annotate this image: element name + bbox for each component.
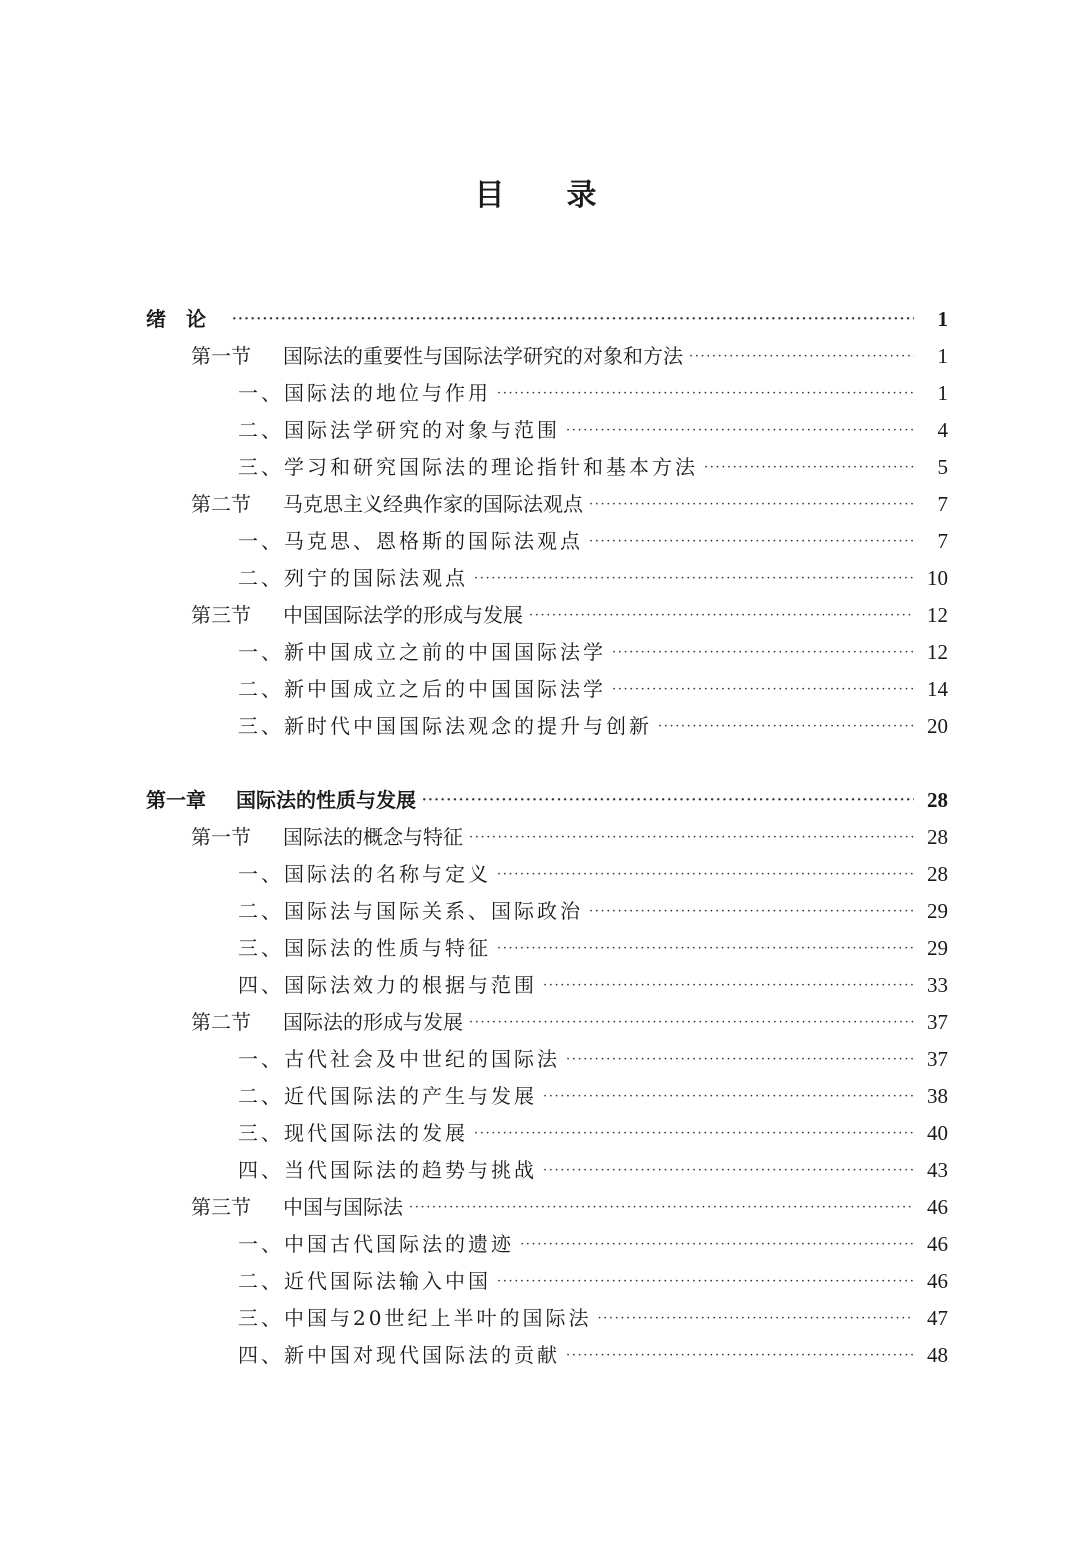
toc-entry-number: 第三节: [191, 603, 251, 627]
toc-entry-title: 古代社会及中世纪的国际法: [284, 1047, 560, 1071]
toc-entry-page-number: 14: [927, 677, 948, 701]
toc-entry-title: 列宁的国际法观点: [284, 566, 468, 590]
toc-entry-label: [238, 634, 606, 671]
toc-entry-page-number: 7: [937, 529, 948, 553]
toc-entry[interactable]: [238, 375, 948, 412]
toc-entry-label: [238, 1152, 537, 1189]
toc-entry-page-number: 43: [927, 1158, 948, 1182]
toc-entry-number: 一、: [238, 381, 284, 405]
toc-entry[interactable]: [238, 671, 948, 708]
toc-entry-label: [191, 486, 583, 523]
toc-entry[interactable]: [238, 708, 948, 745]
dot-leader: [529, 597, 914, 634]
toc-entry-label: [238, 930, 491, 967]
toc-entry-title: 新中国成立之前的中国国际法学: [284, 640, 606, 664]
dot-leader: [232, 301, 914, 338]
toc-entry-title: 中国国际法学的形成与发展: [283, 603, 523, 627]
toc-entry[interactable]: [238, 634, 948, 671]
toc-entry-label: [238, 1226, 514, 1263]
toc-entry-title: 近代国际法的产生与发展: [284, 1084, 537, 1108]
toc-entry[interactable]: [238, 1152, 948, 1189]
toc-entry-page-number: 29: [927, 936, 948, 960]
toc-entry-number: 二、: [238, 418, 284, 442]
toc-entry-page-number: 46: [927, 1232, 948, 1256]
dot-leader: [612, 671, 914, 708]
toc-entry[interactable]: [146, 301, 948, 338]
toc-entry-page-number: 46: [927, 1269, 948, 1293]
toc-entry-title: 国际法的地位与作用: [284, 381, 491, 405]
dot-leader: [409, 1189, 914, 1226]
dot-leader: [589, 893, 914, 930]
toc-entry-number: 绪论: [146, 307, 226, 331]
toc-entry-page-number: 33: [927, 973, 948, 997]
toc-entry[interactable]: [238, 1337, 948, 1374]
toc-entry-number: 第二节: [191, 492, 251, 516]
toc-entry-number: 二、: [238, 899, 284, 923]
toc-entry-page-number: 1: [937, 381, 948, 405]
toc-entry-title: 国际法的形成与发展: [283, 1010, 463, 1034]
toc-entry-page-number: 46: [927, 1195, 948, 1219]
toc-entry-number: 三、: [238, 455, 284, 479]
toc-entry-label: [238, 412, 560, 449]
dot-leader: [474, 1115, 914, 1152]
toc-entry-number: 一、: [238, 1047, 284, 1071]
dot-leader: [566, 1337, 914, 1374]
toc-entry-number: 第一节: [191, 825, 251, 849]
toc-entry-title: 新中国对现代国际法的贡献: [284, 1343, 560, 1367]
toc-entry-title: 新时代中国国际法观念的提升与创新: [284, 714, 652, 738]
dot-leader: [422, 782, 914, 819]
toc-entry-label: [238, 856, 491, 893]
dot-leader: [658, 708, 914, 745]
toc-entry-number: 三、: [238, 1306, 284, 1330]
toc-entry-title: 中国古代国际法的遗迹: [284, 1232, 514, 1256]
toc-entry-label: [238, 1115, 468, 1152]
page-title: [0, 172, 1071, 220]
dot-leader: [704, 449, 914, 486]
toc-entry[interactable]: [238, 1226, 948, 1263]
toc-entry-label: [146, 301, 226, 338]
toc-entry-label: [238, 1078, 537, 1115]
toc-entry[interactable]: [238, 967, 948, 1004]
toc-entry[interactable]: [146, 782, 948, 819]
toc-entry-number: 一、: [238, 862, 284, 886]
toc-entry-number: 三、: [238, 714, 284, 738]
toc-entry-number: 第三节: [191, 1195, 251, 1219]
toc-entry[interactable]: [191, 1004, 948, 1041]
toc-entry[interactable]: [238, 893, 948, 930]
toc-entry-label: [238, 1337, 560, 1374]
toc-entry-page-number: 10: [927, 566, 948, 590]
toc-entry[interactable]: [238, 856, 948, 893]
toc-entry-title: 国际法学研究的对象与范围: [284, 418, 560, 442]
toc-entry[interactable]: [238, 1263, 948, 1300]
toc-entry[interactable]: [238, 1115, 948, 1152]
dot-leader: [566, 1041, 914, 1078]
toc-entry-page-number: 48: [927, 1343, 948, 1367]
toc-entry[interactable]: [191, 338, 948, 375]
dot-leader: [497, 930, 914, 967]
toc-entry-title: 国际法的性质与发展: [236, 788, 416, 812]
toc-entry-title: 近代国际法输入中国: [284, 1269, 491, 1293]
toc-entry[interactable]: [191, 597, 948, 634]
dot-leader: [597, 1300, 914, 1337]
toc-entry-page-number: 12: [927, 640, 948, 664]
toc-entry[interactable]: [238, 523, 948, 560]
dot-leader: [469, 1004, 914, 1041]
dot-leader: [566, 412, 914, 449]
toc-entry-title: 中国与国际法: [283, 1195, 403, 1219]
toc-entry-page-number: 28: [927, 788, 948, 812]
toc-entry-page-number: 1: [937, 344, 948, 368]
toc-entry-number: 二、: [238, 677, 284, 701]
toc-entry-label: [238, 893, 583, 930]
toc-entry-page-number: 12: [927, 603, 948, 627]
toc-entry-label: [191, 1189, 403, 1226]
toc-entry-title: 国际法与国际关系、国际政治: [284, 899, 583, 923]
toc-entry-number: 四、: [238, 973, 284, 997]
toc-entry-number: 一、: [238, 529, 284, 553]
toc-entry-page-number: 38: [927, 1084, 948, 1108]
toc-entry-label: [238, 1041, 560, 1078]
toc-entry[interactable]: [191, 819, 948, 856]
toc-entry-title: 马克思、恩格斯的国际法观点: [284, 529, 583, 553]
toc-entry-label: [238, 560, 468, 597]
toc-entry[interactable]: [238, 1041, 948, 1078]
toc-entry-label: [238, 967, 537, 1004]
toc-entry-label: [238, 1300, 591, 1337]
toc-entry-number: 三、: [238, 1121, 284, 1145]
dot-leader: [543, 1152, 914, 1189]
toc-entry-title: 国际法的性质与特征: [284, 936, 491, 960]
toc-entry-label: [191, 1004, 463, 1041]
toc-entry-page-number: 1: [937, 307, 948, 331]
toc-entry[interactable]: [238, 449, 948, 486]
dot-leader: [589, 523, 914, 560]
toc-entry-page-number: 37: [927, 1047, 948, 1071]
toc-entry-number: 四、: [238, 1158, 284, 1182]
toc-entry-number: 第二节: [191, 1010, 251, 1034]
toc-entry[interactable]: [191, 486, 948, 523]
dot-leader: [689, 338, 914, 375]
toc-entry-label: [238, 708, 652, 745]
toc-entry-label: [191, 819, 463, 856]
toc-entry-page-number: 37: [927, 1010, 948, 1034]
toc-entry-title: 当代国际法的趋势与挑战: [284, 1158, 537, 1182]
toc-entry-page-number: 5: [937, 455, 948, 479]
dot-leader: [543, 1078, 914, 1115]
toc-entry-label: [191, 597, 523, 634]
toc-entry[interactable]: [238, 412, 948, 449]
toc-entry-number: 二、: [238, 1084, 284, 1108]
toc-entry-page-number: 29: [927, 899, 948, 923]
toc-entry-number: 第一节: [191, 344, 251, 368]
dot-leader: [612, 634, 914, 671]
toc-entry[interactable]: [238, 560, 948, 597]
toc-entry-page-number: 20: [927, 714, 948, 738]
dot-leader: [520, 1226, 914, 1263]
toc-entry-title: 马克思主义经典作家的国际法观点: [283, 492, 583, 516]
toc-entry-label: [191, 338, 683, 375]
toc-entry-title: 中国与20世纪上半叶的国际法: [284, 1306, 592, 1330]
dot-leader: [543, 967, 914, 1004]
toc-entry-label: [238, 523, 583, 560]
toc-entry-label: [146, 782, 416, 819]
toc-entry-title: 国际法的名称与定义: [284, 862, 491, 886]
dot-leader: [474, 560, 914, 597]
toc-entry-label: [238, 449, 698, 486]
toc-entry[interactable]: [238, 1078, 948, 1115]
toc-entry-number: 一、: [238, 640, 284, 664]
toc-entry-label: [238, 1263, 491, 1300]
toc-entry-page-number: 47: [927, 1306, 948, 1330]
toc-entry-page-number: 7: [937, 492, 948, 516]
toc-entry[interactable]: [238, 1300, 948, 1337]
dot-leader: [469, 819, 914, 856]
dot-leader: [589, 486, 914, 523]
toc-entry-title: 国际法效力的根据与范围: [284, 973, 537, 997]
toc-entry-page-number: 28: [927, 862, 948, 886]
toc-entry-page-number: 4: [937, 418, 948, 442]
toc-entry-title: 新中国成立之后的中国国际法学: [284, 677, 606, 701]
toc-entry-number: 三、: [238, 936, 284, 960]
toc-entry-number: 第一章: [146, 788, 206, 812]
toc-entry-number: 四、: [238, 1343, 284, 1367]
toc-entry-title: 国际法的概念与特征: [283, 825, 463, 849]
toc-entry-page-number: 40: [927, 1121, 948, 1145]
toc-entry[interactable]: [191, 1189, 948, 1226]
toc-entry-number: 一、: [238, 1232, 284, 1256]
toc-entry-label: [238, 375, 491, 412]
title-char: 目: [474, 178, 505, 214]
toc-entry-title: 学习和研究国际法的理论指针和基本方法: [284, 455, 698, 479]
title-char: 录: [566, 178, 597, 214]
dot-leader: [497, 375, 914, 412]
toc-entry-page-number: 28: [927, 825, 948, 849]
dot-leader: [497, 1263, 914, 1300]
toc-entry-label: [238, 671, 606, 708]
toc-entry-title: 现代国际法的发展: [284, 1121, 468, 1145]
toc-entry-number: 二、: [238, 566, 284, 590]
toc-entry[interactable]: [238, 930, 948, 967]
toc-entry-number: 二、: [238, 1269, 284, 1293]
toc-entry-title: 国际法的重要性与国际法学研究的对象和方法: [283, 344, 683, 368]
dot-leader: [497, 856, 914, 893]
